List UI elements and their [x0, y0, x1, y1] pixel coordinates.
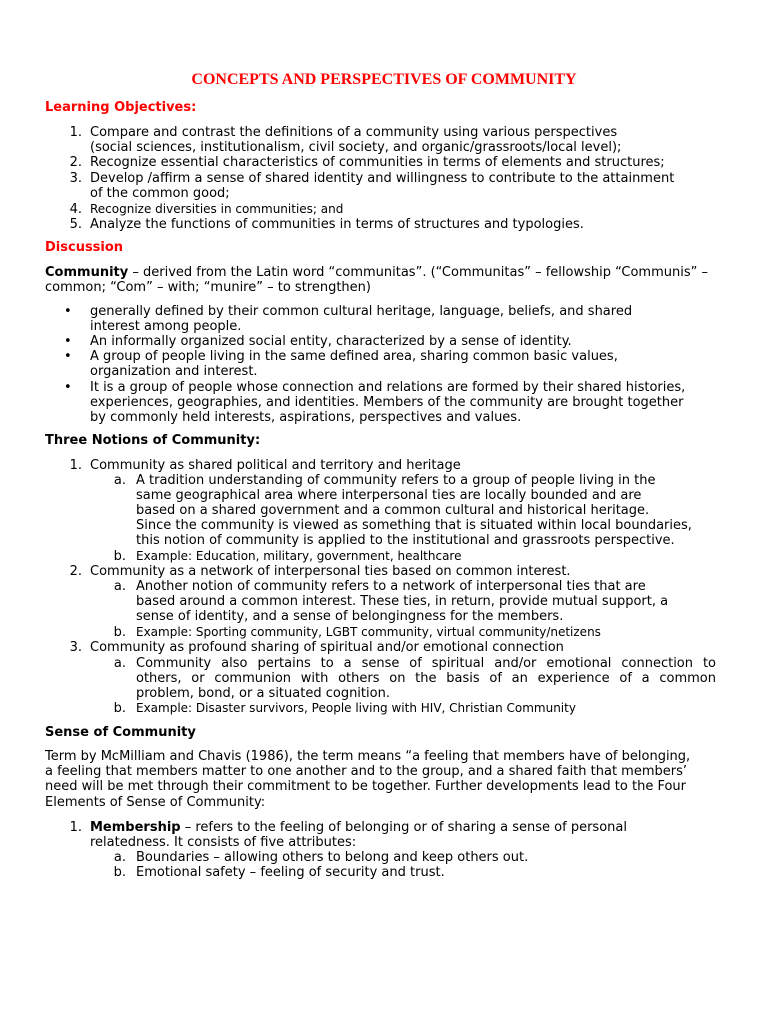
list-letter: a. — [113, 473, 126, 488]
notion-sub-text: Since the community is viewed as something that is situated within local boundaries, — [136, 518, 692, 533]
notion-text: Community as shared political and territory and heritage — [90, 458, 461, 473]
list-number: 3. — [69, 171, 82, 186]
list-letter: b. — [113, 701, 126, 716]
list-letter: b. — [113, 865, 126, 880]
list-number: 2. — [69, 155, 82, 170]
list-number: 2. — [69, 564, 82, 579]
list-number: 1. — [69, 820, 82, 835]
sense-of-community-heading: Sense of Community — [45, 725, 196, 740]
bullet-text: by commonly held interests, aspirations, perspectives and values. — [90, 410, 522, 425]
bullet-text: A group of people living in the same defined area, sharing common basic values, — [90, 349, 618, 364]
sense-paragraph-line: need will be met through their commitment to be together. Further developments lead to the Four — [45, 779, 686, 794]
learning-objectives-heading: Learning Objectives: — [45, 100, 197, 115]
page-title: CONCEPTS AND PERSPECTIVES OF COMMUNITY — [191, 71, 577, 88]
list-letter: b. — [113, 549, 126, 564]
notion-sub-text: sense of identity, and a sense of belongingness for the members. — [136, 609, 564, 624]
list-number: 1. — [69, 458, 82, 473]
notion-sub-text: this notion of community is applied to the institutional and grassroots perspective. — [136, 533, 675, 548]
notion-text: Community as a network of interpersonal ties based on common interest. — [90, 564, 571, 579]
bullet-dot-icon: • — [64, 304, 72, 319]
bullet-dot-icon: • — [64, 349, 72, 364]
list-letter: b. — [113, 625, 126, 640]
list-number: 1. — [69, 125, 82, 140]
objective-text: Analyze the functions of communities in terms of structures and typologies. — [90, 217, 584, 232]
community-definition: Community – derived from the Latin word “communitas”. (“Communitas” – fellowship “Communis” – — [45, 265, 708, 280]
membership-attribute: Emotional safety – feeling of security and trust. — [136, 865, 445, 880]
membership-definition: Membership – refers to the feeling of belonging or of sharing a sense of personal — [90, 820, 627, 835]
notion-sub-text: based around a common interest. These ties, in return, provide mutual support, a — [136, 594, 669, 609]
objective-text: Recognize diversities in communities; and — [90, 202, 344, 216]
objective-text: of the common good; — [90, 186, 230, 201]
bullet-text: interest among people. — [90, 319, 242, 334]
notion-example: Example: Sporting community, LGBT community, virtual community/netizens — [136, 625, 601, 639]
notion-example: Example: Education, military, government, healthcare — [136, 549, 462, 563]
discussion-heading: Discussion — [45, 240, 124, 255]
list-letter: a. — [113, 850, 126, 865]
notion-sub-text: based on a shared government and a common cultural and historical heritage. — [136, 503, 650, 518]
membership-attribute: Boundaries – allowing others to belong and keep others out. — [136, 850, 529, 865]
objective-text: Recognize essential characteristics of communities in terms of elements and structures; — [90, 155, 665, 170]
list-number: 4. — [69, 202, 82, 217]
bullet-text: organization and interest. — [90, 364, 258, 379]
bullet-text: generally defined by their common cultural heritage, language, beliefs, and shared — [90, 304, 633, 319]
three-notions-heading: Three Notions of Community: — [45, 433, 261, 448]
notion-sub-text: Another notion of community refers to a network of interpersonal ties that are — [136, 579, 646, 594]
sense-paragraph-line: Elements of Sense of Community: — [45, 795, 266, 810]
objective-text: Compare and contrast the definitions of a community using various perspectives — [90, 125, 618, 140]
notion-sub-text: problem, bond, or a situated cognition. — [136, 686, 390, 701]
membership-definition-cont: relatedness. It consists of five attributes: — [90, 835, 357, 850]
bullet-text: It is a group of people whose connection and relations are formed by their shared histories, — [90, 380, 686, 395]
community-definition-cont: common; “Com” – with; “munire” – to strengthen) — [45, 280, 371, 295]
list-number: 5. — [69, 217, 82, 232]
notion-sub-text: A tradition understanding of community refers to a group of people living in the — [136, 473, 656, 488]
community-term: Community — [45, 265, 129, 280]
notion-sub-text: others, or communion with others on the basis of an experience of a common — [136, 671, 716, 686]
list-letter: a. — [113, 656, 126, 671]
notion-text: Community as profound sharing of spiritual and/or emotional connection — [90, 640, 564, 655]
notion-example: Example: Disaster survivors, People living with HIV, Christian Community — [136, 701, 576, 715]
list-letter: a. — [113, 579, 126, 594]
bullet-dot-icon: • — [64, 380, 72, 395]
sense-paragraph-line: a feeling that members matter to one another and to the group, and a shared faith that members’ — [45, 764, 688, 779]
objective-text: Develop /affirm a sense of shared identity and willingness to contribute to the attainment — [90, 171, 675, 186]
membership-term: Membership — [90, 820, 181, 835]
bullet-text: experiences, geographies, and identities. Members of the community are brought together — [90, 395, 684, 410]
objective-text: (social sciences, institutionalism, civil society, and organic/grassroots/local level); — [90, 140, 622, 155]
notion-sub-text: same geographical area where interpersonal ties are locally bounded and are — [136, 488, 642, 503]
list-number: 3. — [69, 640, 82, 655]
bullet-text: An informally organized social entity, characterized by a sense of identity. — [90, 334, 572, 349]
sense-paragraph-line: Term by McMilliam and Chavis (1986), the term means “a feeling that members have of belonging, — [45, 749, 691, 764]
bullet-dot-icon: • — [64, 334, 72, 349]
notion-sub-text: Community also pertains to a sense of spiritual and/or emotional connection to — [136, 656, 716, 671]
